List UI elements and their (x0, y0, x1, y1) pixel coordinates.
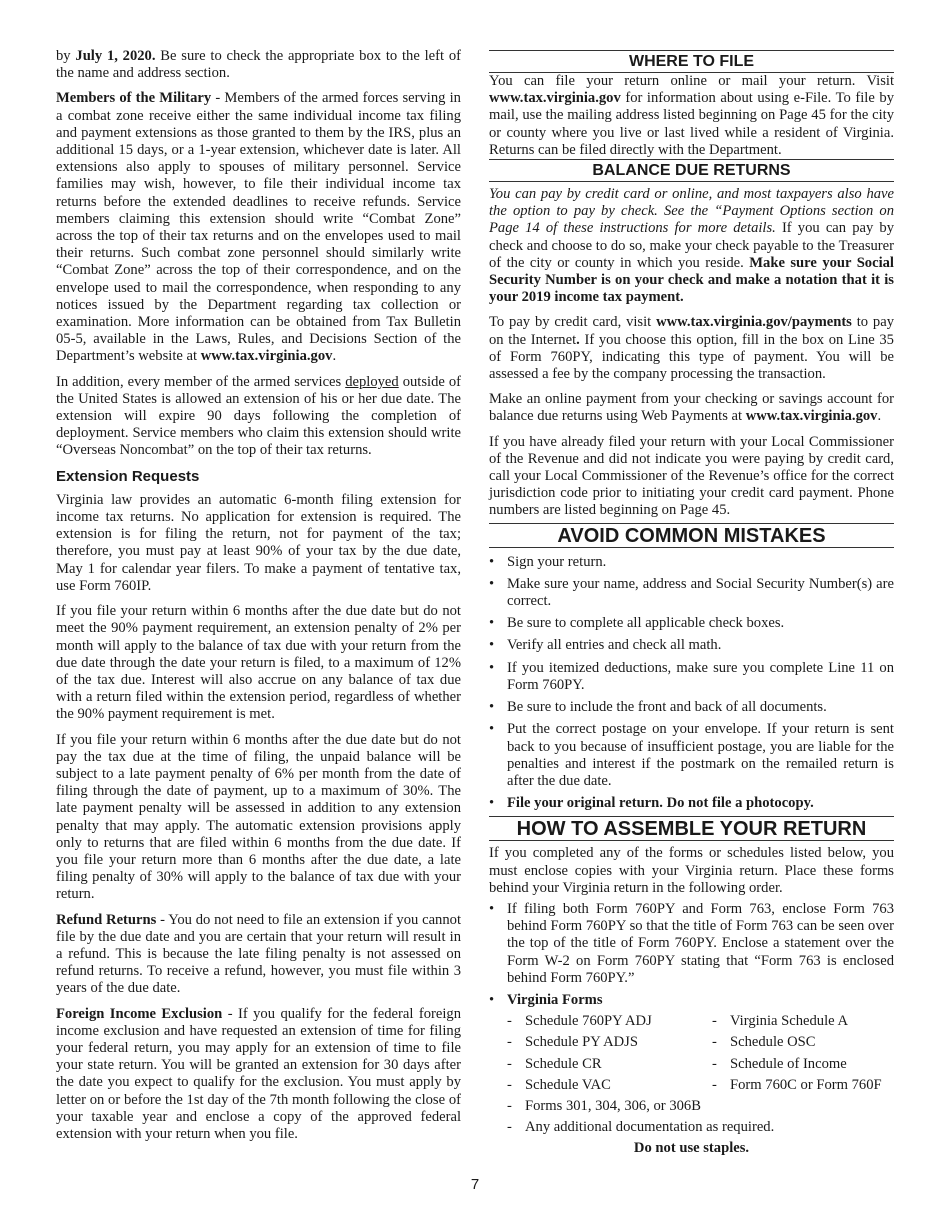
form-item: - Virginia Schedule A (712, 1013, 849, 1030)
balance-due-paragraph-3: Make an online payment from your checking or savings account for balance due returns using Web Payments at www.tax.virginia.gov. (489, 391, 894, 425)
list-item: • Be sure to complete all applicable check boxes. (489, 615, 785, 632)
website-link: www.tax.virginia.gov (200, 348, 333, 365)
page-number: 7 (470, 1176, 480, 1193)
website-link: www.tax.virginia.gov (489, 90, 621, 107)
extension-requests-heading: Extension Requests (56, 467, 200, 485)
balance-due-title: BALANCE DUE RETURNS (489, 159, 894, 182)
left-column (56, 48, 461, 1151)
extension-paragraph-2: If you file your return within 6 months after the due date but do not meet the 90% payment requirement, an extension penalty of 2% per month will apply to the balance of tax due with your return from the due date through the date your return is filed, to a maximum of 12% of the tax due. Interest will also accrue on any balance of tax due with a return filed within the extension period, regardless of whether the 90% payment requirement is met. (56, 603, 461, 723)
foreign-income-paragraph: Foreign Income Exclusion - If you qualify for the federal foreign income exclusion and have requested an extension of time for filing your federal return, you may apply for an extension of time to file your state return. You will be granted an extension for 30 days after the date you expect to qualify for the exclusion. You must apply by letter on or before the 1st day of the 7th month following the close of your taxable year and enclose a copy of the approved federal extension with your return when you file. (56, 1005, 461, 1142)
website-link: www.tax.virginia.gov (745, 408, 878, 425)
where-to-file-paragraph: You can file your return online or mail your return. Visit www.tax.virginia.gov for information about using e-File. To file by mail, use the mailing address listed beginning on Page 45 for the city or county where you live or last lived while a resident of Virginia. Returns can be filed directly with the Department. (489, 73, 894, 158)
extension-paragraph-1: Virginia law provides an automatic 6-month filing extension for income tax returns. No application for extension is required. The extension is for filing the return, not for payment of the tax; therefore, you must pay at least 90% of your tax by the due date, May 1 for calendar year filers. To make a payment of tentative tax, use Form 760IP. (56, 491, 461, 594)
forms-list (489, 1013, 894, 1098)
form-item: - Schedule VAC (507, 1076, 611, 1093)
extension-paragraph-3: If you file your return within 6 months after the due date but do not pay the tax due at the time of filing, the unpaid balance will be subject to a late payment penalty of 6% per month from the date of filing through the date of payment, up to a maximum of 30%. The late payment penalty will be assessed in addition to any extension penalty that may apply. The automatic extension provisions apply only to returns that are filed within 6 months from the due date. If you file your return more than 6 months after the due date, a late filing penalty of 30% will apply to the balance of tax due with your return. (56, 731, 461, 903)
foreign-income-title: Foreign Income Exclusion (56, 1005, 223, 1022)
military-title: Members of the Military (56, 90, 212, 107)
list-item: • Put the correct postage on your envelope. If your return is sent back to you because of insufficient postage, you are liable for the penalties and interest if the postmark on the remailed return is after the due date. (489, 721, 894, 789)
assemble-return-title: HOW TO ASSEMBLE YOUR RETURN (489, 816, 894, 841)
list-item: • File your original return. Do not file a photocopy. (489, 795, 814, 812)
assemble-list (489, 901, 894, 1009)
refund-title: Refund Returns (56, 911, 157, 928)
form-item: - Schedule PY ADJS (507, 1034, 638, 1051)
balance-due-paragraph-1: You can pay by credit card or online, and most taxpayers also have the option to pay by check. See the “Payment Options section on Page 14 of these instructions for more details. If you can pay by check and choose to do so, make your check payable to the Treasurer of the city or county in which you reside. Make sure your Social Security Number is on your check and make a notation that it is your 2019 income tax payment. (489, 186, 894, 306)
list-item: • Virginia Forms (489, 991, 603, 1008)
intro-paragraph: by July 1, 2020. Be sure to check the appropriate box to the left of the name and address section. (56, 48, 462, 82)
form-item: - Schedule CR (507, 1055, 602, 1072)
form-item: - Schedule OSC (712, 1034, 816, 1051)
form-item: - Schedule 760PY ADJ (507, 1013, 652, 1030)
list-item: • Verify all entries and check all math. (489, 637, 722, 654)
deployed-paragraph: In addition, every member of the armed services deployed outside of the United States is allowed an extension of his or her due date. The extension will expire 90 days following the completion of deployment. Service members who claim this extension should write “Overseas Noncombat” on the top of their tax returns. (56, 373, 461, 459)
list-item: • Sign your return. (489, 553, 607, 570)
where-to-file-title: WHERE TO FILE (489, 50, 894, 73)
payments-link: www.tax.virginia.gov/payments (656, 314, 852, 331)
refund-paragraph: Refund Returns - You do not need to file an extension if you cannot file by the due date and you are certain that your return will result in a refund. This is because the late filing penalty is not assessed on refund returns. To receive a refund, however, you must file within 3 years of the due date. (56, 911, 462, 997)
list-item: • If filing both Form 760PY and Form 763, enclose Form 763 behind Form 760PY so that the title of Form 763 can be seen over the top of the title of Form 760PY. Enclose a statement over the Form W-2 on Form 760PY stating that “Form 763 is enclosed behind Form 760PY.” (489, 900, 894, 986)
form-item: - Forms 301, 304, 306, or 306B (507, 1097, 701, 1114)
military-paragraph: Members of the Military - Members of the armed forces serving in a combat zone receive either the same individual income tax filing and payment extensions as those granted to them by the IRS, plus an additional 15 days, or a 1-year extension, whichever date is later. All extensions also apply to spouses of military personnel. Service families may wish, however, to file their individual income tax returns before the extended deadlines to receive refunds. Service members claiming this extension should write “Combat Zone” across the top of their tax returns and on the envelopes used to mail their returns. Such combat zone personnel should similarly write “Combat Zone” across the top of their correspondence, and on the envelope used to mail the correspondence, when responding to any notices issued by the Department regarding tax collection or examination. More information can be obtained from Tax Bulletin 05-5, available in the Laws, Rules, and Decisions Section of the Department’s website at www.tax.virginia.gov. (56, 90, 461, 365)
mistakes-list (489, 554, 894, 813)
list-item: • If you itemized deductions, make sure you complete Line 11 on Form 760PY. (489, 659, 894, 693)
form-item: - Form 760C or Form 760F (712, 1076, 882, 1093)
avoid-mistakes-title: AVOID COMMON MISTAKES (489, 523, 894, 548)
list-item: • Be sure to include the front and back of all documents. (489, 699, 827, 716)
list-item: • Make sure your name, address and Social Security Number(s) are correct. (489, 575, 894, 610)
assemble-intro-paragraph: If you completed any of the forms or schedules listed below, you must enclose copies with your Virginia return. Place these forms behind your Virginia return in the following order. (489, 845, 894, 896)
balance-due-paragraph-2: To pay by credit card, visit www.tax.virginia.gov/payments to pay on the Internet. If you choose this option, fill in the box on Line 35 of Form 760PY, indicating this type of payment. You will be assessed a fee by the company processing the transaction. (489, 314, 894, 383)
no-staples-note: Do not use staples. (633, 1140, 750, 1157)
form-item: - Schedule of Income (712, 1055, 847, 1072)
form-item: - Any additional documentation as required. (507, 1119, 775, 1136)
virginia-forms-heading: Virginia Forms (507, 991, 603, 1008)
balance-due-paragraph-4: If you have already filed your return with your Local Commissioner of the Revenue and did not indicate you were paying by credit card, call your Local Commissioner of the Revenue’s office for the correct jurisdiction code prior to initiating your credit card payment. Phone numbers are listed beginning on Page 45. (489, 433, 894, 519)
right-column (489, 48, 894, 1158)
